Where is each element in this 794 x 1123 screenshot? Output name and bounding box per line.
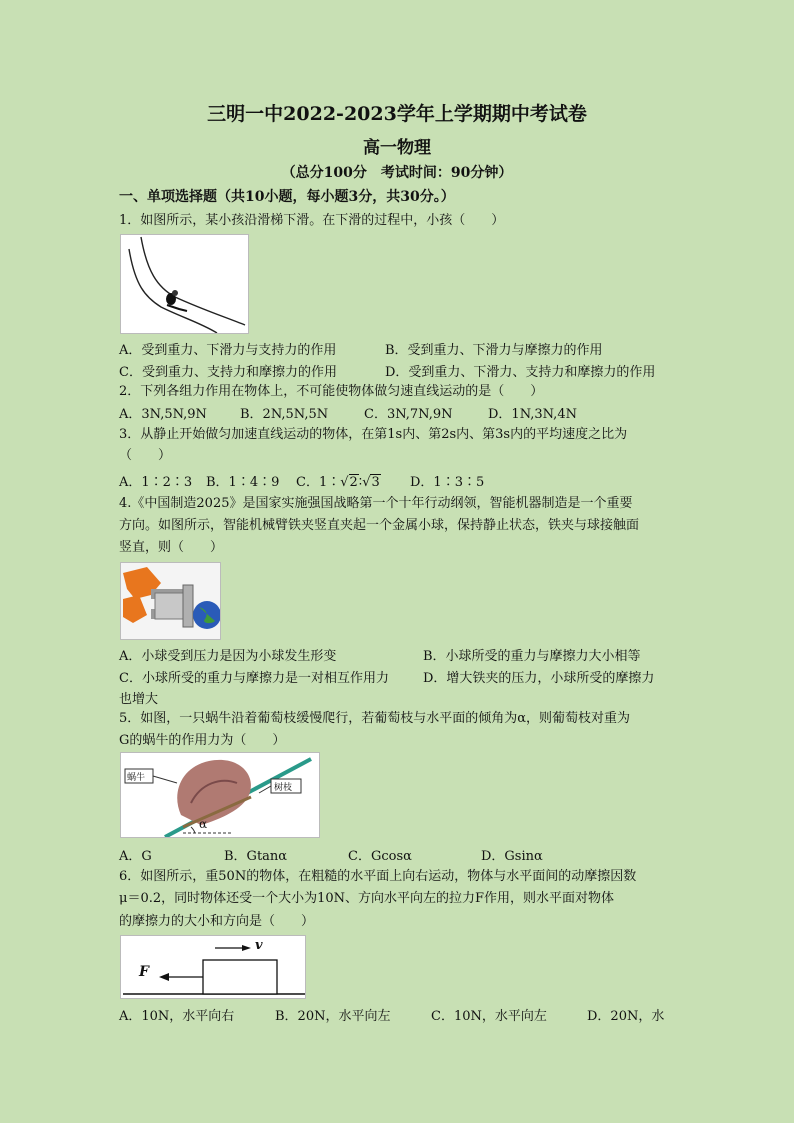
question-6-stem-1: 6．如图所示，重50N的物体，在粗糙的水平面上向右运动，物体与水平面间的动摩擦因数: [119, 869, 637, 884]
question-1-stem: 1．如图所示，某小孩沿滑梯下滑。在下滑的过程中，小孩（ ）: [119, 213, 505, 228]
question-2-stem: 2．下列各组力作用在物体上，不可能使物体做匀速直线运动的是（ ）: [119, 384, 544, 399]
q5-option-c: C．Gcosα: [348, 849, 412, 864]
q1-option-d: D．受到重力、下滑力、支持力和摩擦力的作用: [385, 365, 656, 380]
q5-option-b: B．Gtanα: [224, 849, 288, 864]
alpha-label: α: [199, 817, 208, 831]
question-5-stem-1: 5．如图，一只蜗牛沿着葡萄枝缓慢爬行，若葡萄枝与水平面的倾角为α，则葡萄枝对重为: [119, 711, 631, 726]
q2-option-a: A．3N,5N,9N: [119, 407, 207, 422]
snail-on-branch-image: [121, 753, 320, 838]
question-6-stem-3: 的摩擦力的大小和方向是（ ）: [119, 914, 315, 929]
question-3-stem: 3．从静止开始做匀加速直线运动的物体，在第1s内、第2s内、第3s内的平均速度之比为: [119, 427, 628, 442]
section-heading: 一、单项选择题（共10小题，每小题3分，共30分。）: [119, 189, 455, 205]
exam-title: 三明一中2022-2023学年上学期期中考试卷: [207, 103, 587, 125]
q6-option-c: C．10N，水平向左: [431, 1009, 547, 1024]
question-3-stem-2: （ ）: [119, 448, 172, 463]
q4-option-c: C．小球所受的重力与摩擦力是一对相互作用力: [119, 671, 389, 686]
question-4-stem-1: 4.《中国制造2025》是国家实施强国战略第一个十年行动纲领，智能机器制造是一个重要: [119, 496, 633, 511]
robot-arm-image: [121, 563, 221, 640]
q3-option-c: C．1∶√2∶√3: [296, 475, 380, 490]
branch-label: 树枝: [274, 783, 293, 793]
snail-label: 蜗牛: [127, 773, 146, 783]
snail-figure: [120, 752, 320, 838]
q4-option-b: B．小球所受的重力与摩擦力大小相等: [423, 649, 641, 664]
velocity-v-label: v: [255, 938, 263, 953]
q2-option-d: D．1N,3N,4N: [488, 407, 577, 422]
q5-option-a: A．G: [119, 849, 152, 864]
q6-option-a: A．10N，水平向右: [119, 1009, 235, 1024]
question-6-stem-2: μ＝0.2，同时物体还受一个大小为10N、方向水平向左的拉力F作用，则水平面对物体: [119, 891, 615, 906]
q4-option-d: D．增大铁夹的压力，小球所受的摩擦力: [423, 671, 655, 686]
q6-option-b: B．20N，水平向左: [275, 1009, 391, 1024]
block-figure: [120, 935, 306, 999]
q3-option-d: D．1∶3∶5: [410, 475, 485, 490]
q1-option-a: A．受到重力、下滑力与支持力的作用: [119, 343, 337, 358]
q5-option-d: D．Gsinα: [481, 849, 543, 864]
q4-option-a: A．小球受到压力是因为小球发生形变: [119, 649, 337, 664]
child-on-slide-image: [121, 235, 249, 334]
question-4-stem-3: 竖直，则（ ）: [119, 540, 224, 555]
question-5-stem-2: G的蜗牛的作用力为（ ）: [119, 733, 286, 748]
q2-option-c: C．3N,7N,9N: [364, 407, 453, 422]
q1-option-c: C．受到重力、支持力和摩擦力的作用: [119, 365, 337, 380]
q1-option-b: B．受到重力、下滑力与摩擦力的作用: [385, 343, 603, 358]
question-4-stem-2: 方向。如图所示，智能机械臂铁夹竖直夹起一个金属小球，保持静止状态，铁夹与球接触面: [119, 518, 640, 533]
exam-info: （总分100分 考试时间：90分钟）: [281, 165, 513, 181]
q2-option-b: B．2N,5N,5N: [240, 407, 329, 422]
q6-option-d: D．20N，水: [587, 1009, 665, 1024]
robot-arm-figure: [120, 562, 221, 640]
q4-option-d-cont: 也增大: [119, 692, 159, 707]
q3-option-a: A．1∶2∶3: [119, 475, 193, 490]
slide-figure: [120, 234, 249, 334]
exam-subject: 高一物理: [363, 138, 431, 158]
force-f-label: F: [139, 964, 149, 980]
q3-option-b: B．1∶4∶9: [206, 475, 280, 490]
